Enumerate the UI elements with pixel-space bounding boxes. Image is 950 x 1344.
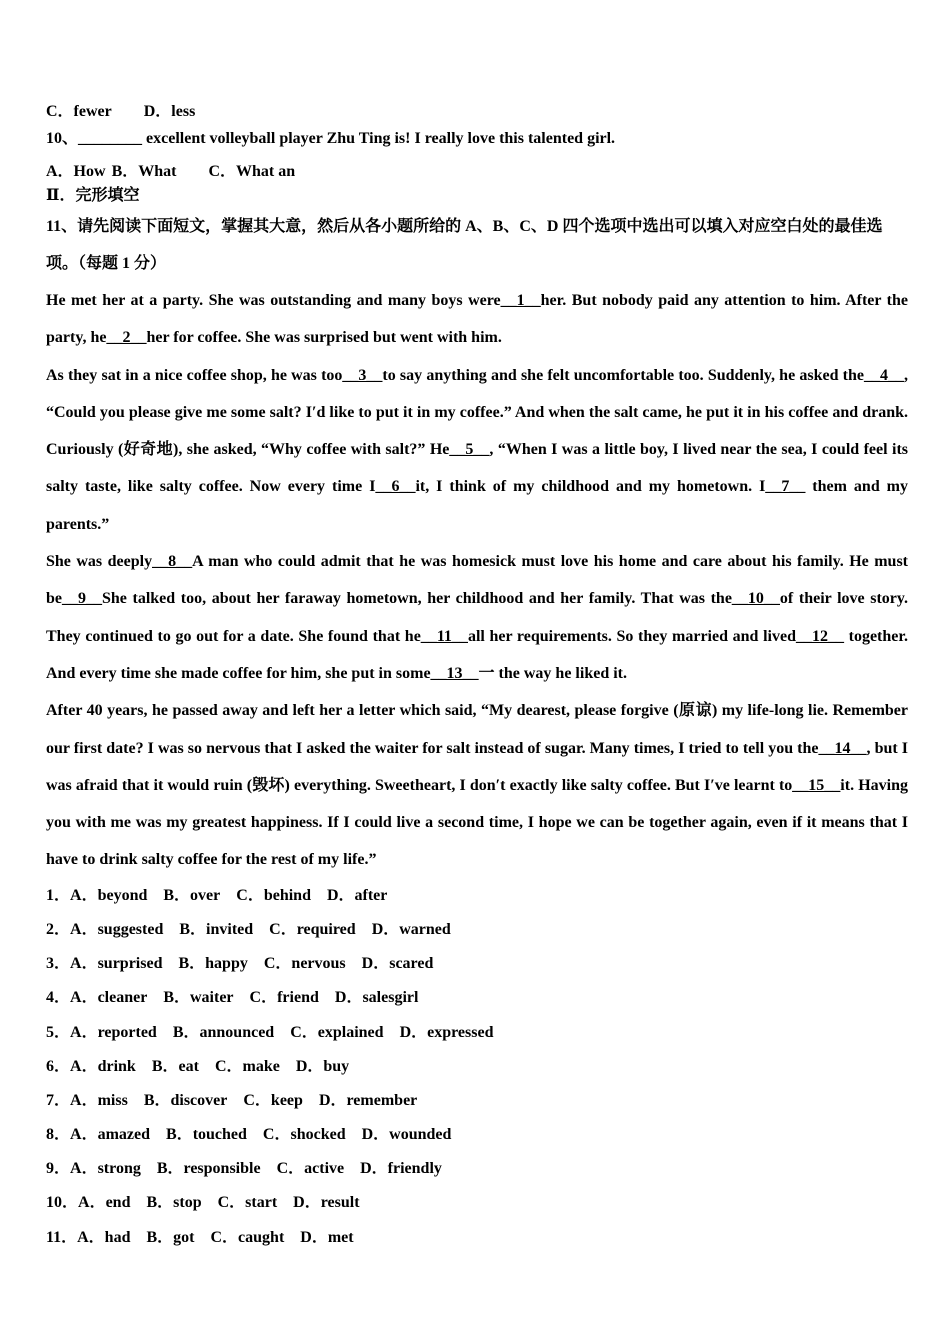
exam-page [46, 100, 908, 1255]
passage-text: her. But nobody paid any attention to him. After the party, he [46, 292, 908, 347]
option-b: B．waiter [163, 989, 234, 1007]
answer-blank: __1__ [500, 292, 541, 309]
answer-blank: ________ [78, 130, 143, 147]
question-number: 10． [46, 1194, 79, 1212]
option-a: A．reported [70, 1023, 157, 1041]
question-options-row [46, 947, 908, 981]
option-d: D．expressed [399, 1023, 494, 1041]
passage-paragraph-2 [46, 357, 908, 543]
option-b: B．touched [166, 1126, 247, 1144]
option-c: C．friend [249, 989, 319, 1007]
question-options-row [46, 1152, 908, 1186]
option-a: A．cleaner [70, 989, 148, 1007]
answer-blank: __9__ [62, 590, 102, 608]
option-d: D．scared [361, 955, 434, 973]
q10-options [46, 160, 908, 184]
answer-blank: __3__ [342, 366, 383, 384]
passage-text: , “Could you please give me some salt? I′d like to put it in my coffee.” And when the salt came, he put it in his coffee and drank. Curiously (好奇地), she asked, “Why coffee with salt?” He [46, 366, 908, 459]
answer-blank: __6__ [375, 478, 416, 496]
answer-blank: __13__ [430, 664, 479, 682]
question-number: 3． [46, 955, 71, 973]
option-c: C．start [217, 1194, 278, 1212]
answer-blank: __4__ [864, 366, 904, 384]
option-d: D．warned [371, 920, 451, 938]
question-options-row [46, 1118, 908, 1152]
option-a: A．suggested [70, 920, 164, 938]
option-c: C．What an [208, 163, 296, 180]
passage-text: She talked too, about her faraway hometown, her childhood and her family. That was the [102, 590, 732, 608]
passage-text: , “When I was a little boy, I lived near the sea, I could feel its salty taste, like salty coffee. Now every time I [46, 441, 908, 496]
answer-blank: __15__ [792, 776, 841, 794]
answer-blank: __2__ [106, 329, 147, 347]
option-c: C．shocked [262, 1126, 346, 1144]
passage-text: it, I think of my childhood and my hometown. I [415, 478, 766, 496]
option-c: C．fewer [46, 103, 112, 120]
option-b: B．responsible [156, 1160, 261, 1178]
option-b: B．What [111, 163, 177, 180]
option-d: D．salesgirl [334, 989, 419, 1007]
option-a: A．How [46, 163, 106, 180]
passage-text: her for coffee. She was surprised but went with him. [146, 329, 502, 347]
option-a: A．beyond [70, 886, 148, 904]
question-number: 8． [46, 1126, 71, 1144]
option-b: B．stop [146, 1194, 202, 1212]
option-d: D．met [300, 1228, 354, 1246]
question-options-row [46, 1221, 908, 1255]
option-c: C．caught [210, 1228, 285, 1246]
passage-text: She was deeply [46, 553, 153, 571]
question-options-row [46, 1186, 908, 1220]
question-number: 7． [46, 1091, 71, 1109]
option-d: D．less [143, 103, 196, 120]
option-d: D．after [326, 886, 388, 904]
option-b: B．happy [178, 955, 248, 973]
option-c: C．behind [236, 886, 311, 904]
answer-blank: __8__ [152, 553, 193, 571]
passage-text: He met her at a party. She was outstanding and many boys were [46, 292, 501, 309]
option-c: C．keep [243, 1091, 303, 1109]
question-number: 1． [46, 886, 71, 904]
question-number: 11． [46, 1228, 78, 1246]
passage-text: them and my parents.” [46, 478, 909, 533]
option-d: D．buy [295, 1057, 350, 1075]
answer-blank: __10__ [731, 590, 780, 608]
passage-text: together. And every time she made coffee for him, she put in some [46, 627, 909, 682]
question-number: 2． [46, 920, 71, 938]
passage-paragraph-4 [46, 692, 908, 878]
option-b: B．invited [179, 920, 254, 938]
option-a: A．had [77, 1228, 131, 1246]
question-options-row [46, 1050, 908, 1084]
passage-text: As they sat in a nice coffee shop, he was too [46, 366, 343, 384]
option-b: B．announced [172, 1023, 275, 1041]
passage-text: 一 the way he liked it. [478, 664, 627, 682]
option-d: D．friendly [360, 1160, 442, 1178]
option-b: B．got [146, 1228, 195, 1246]
question-number: 9． [46, 1160, 71, 1178]
option-a: A．miss [70, 1091, 128, 1109]
question-number: 4． [46, 989, 71, 1007]
option-d: D．remember [318, 1091, 418, 1109]
option-a: A．surprised [70, 955, 163, 973]
passage-paragraph-1 [46, 282, 908, 357]
passage-text: After 40 years, he passed away and left her a letter which said, “My dearest, please forgive (原谅) my life-long lie. Remember our first date? I was so nervous that I asked the waiter for salt instead of sugar. Many times, I tried to tell you the [46, 702, 908, 757]
question-options-row [46, 1016, 908, 1050]
option-c: C．explained [290, 1023, 384, 1041]
passage-text: to say anything and she felt uncomfortable too. Suddenly, he asked the [382, 366, 864, 384]
option-d: D．wounded [361, 1126, 452, 1144]
question-options-row [46, 1084, 908, 1118]
option-b: B．discover [143, 1091, 228, 1109]
passage-text: it. Having you with me was my greatest happiness. If I could live a second time, I hope we can be together again, even if it means that I have to drink salty coffee for the rest of my life.” [46, 776, 908, 869]
option-d: D．result [293, 1194, 360, 1212]
answer-blank: __12__ [795, 627, 844, 645]
question-text: excellent volleyball player Zhu Ting is! I really love this talented girl. [142, 130, 616, 147]
option-a: A．drink [70, 1057, 136, 1075]
question-options-row [46, 981, 908, 1015]
answer-blank: __7__ [765, 478, 806, 496]
question-number: 5． [46, 1023, 71, 1041]
answer-blank: __5__ [449, 441, 490, 459]
question-options-row [46, 879, 908, 913]
option-c: C．nervous [263, 955, 346, 973]
question-list [46, 879, 908, 1255]
section-title: Ⅱ．完形填空 [46, 187, 140, 204]
question-number: 10、 [46, 130, 79, 147]
question-options-row [46, 913, 908, 947]
passage-text: , but I was afraid that it would ruin (毁坏) everything. Sweetheart, I don′t exactly like salty coffee. But I′ve learnt to [46, 739, 908, 794]
option-a: A．amazed [70, 1126, 151, 1144]
option-a: A．strong [70, 1160, 141, 1178]
passage-text: all her requirements. So they married and lived [467, 627, 796, 645]
option-c: C．active [276, 1160, 345, 1178]
question-10 [46, 124, 908, 154]
instruction: 11、请先阅读下面短文，掌握其大意，然后从各小题所给的 A、B、C、D 四个选项中选出可以填入对应空白处的最佳选项。（每题 1 分） [46, 218, 883, 272]
q9-options [46, 100, 908, 124]
option-c: C．required [269, 920, 356, 938]
question-number: 6． [46, 1057, 71, 1075]
passage-text: A man who could admit that he was homesick must love his home and care about his family. He must be [46, 553, 908, 608]
option-b: B．eat [151, 1057, 199, 1075]
answer-blank: __14__ [818, 739, 867, 757]
option-b: B．over [163, 886, 221, 904]
answer-blank: __11__ [420, 627, 468, 645]
option-c: C．make [214, 1057, 280, 1075]
passage-paragraph-3 [46, 543, 908, 692]
option-a: A．end [78, 1194, 131, 1212]
passage-text: of their love story. They continued to go out for a date. She found that he [46, 590, 908, 645]
